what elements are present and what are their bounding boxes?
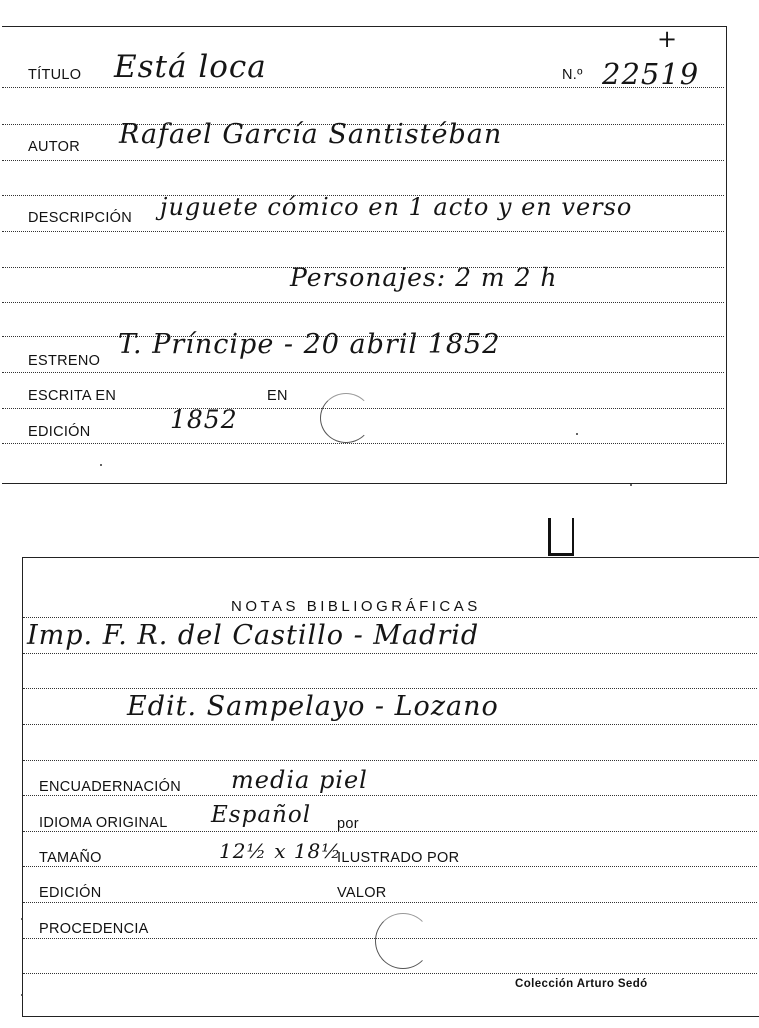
ruled-line (23, 760, 757, 761)
autor-label: AUTOR (28, 139, 80, 155)
ruled-line (23, 617, 757, 618)
personajes-value: Personajes: 2 m 2 h (290, 263, 558, 292)
catalog-card-bottom (22, 557, 759, 1017)
encuadernacion-label: ENCUADERNACIÓN (39, 779, 181, 795)
speck (100, 464, 102, 466)
por-label: por (337, 816, 359, 832)
catalog-card-top (2, 26, 727, 484)
autor-value: Rafael García Santistéban (119, 119, 503, 150)
ruled-line (23, 653, 757, 654)
speck (576, 433, 578, 435)
divider-mark (572, 518, 574, 556)
estreno-value: T. Príncipe - 20 abril 1852 (118, 329, 501, 360)
ruled-line (23, 973, 757, 974)
notas-line-1: Imp. F. R. del Castillo - Madrid (27, 620, 480, 651)
speck (630, 484, 632, 486)
ruled-line (2, 160, 724, 161)
punch-hole (375, 913, 431, 969)
divider-mark (548, 518, 551, 556)
ruled-line (23, 831, 757, 832)
idioma-value: Español (211, 802, 312, 828)
edicion-label: EDICIÓN (28, 424, 91, 440)
ruled-line (23, 902, 757, 903)
tamano-label: TAMAÑO (39, 850, 102, 866)
collection-footer: Colección Arturo Sedó (515, 978, 648, 990)
ruled-line (2, 231, 724, 232)
valor-label: VALOR (337, 885, 387, 901)
en-label: EN (267, 388, 288, 404)
idioma-label: IDIOMA ORIGINAL (39, 815, 168, 831)
procedencia-label: PROCEDENCIA (39, 921, 149, 937)
numero-value: 22519 (602, 57, 700, 91)
notas-header: NOTAS BIBLIOGRÁFICAS (231, 598, 481, 615)
numero-mark: + (657, 25, 679, 53)
speck (21, 918, 23, 920)
ruled-line (23, 724, 757, 725)
titulo-label: TÍTULO (28, 67, 82, 83)
divider-mark (548, 553, 574, 556)
ruled-line (2, 443, 724, 444)
tamano-value: 12½ x 18½ (219, 839, 342, 863)
numero-label: N.º (562, 67, 583, 83)
ruled-line (2, 302, 724, 303)
punch-hole (320, 393, 372, 443)
edicion-label-bottom: EDICIÓN (39, 885, 102, 901)
ruled-line (23, 795, 757, 796)
descripcion-label: DESCRIPCIÓN (28, 210, 133, 226)
edicion-value: 1852 (170, 405, 238, 434)
ruled-line (23, 688, 757, 689)
ruled-line (23, 866, 757, 867)
ilustrado-label: ILUSTRADO POR (337, 850, 460, 866)
titulo-value: Está loca (114, 49, 267, 85)
encuadernacion-value: media piel (231, 766, 368, 794)
escrita-en-label: ESCRITA EN (28, 388, 117, 404)
ruled-line (2, 372, 724, 373)
speck (21, 994, 23, 996)
descripcion-value: juguete cómico en 1 acto y en verso (160, 193, 633, 221)
estreno-label: ESTRENO (28, 353, 101, 369)
notas-line-2: Edit. Sampelayo - Lozano (127, 691, 499, 722)
